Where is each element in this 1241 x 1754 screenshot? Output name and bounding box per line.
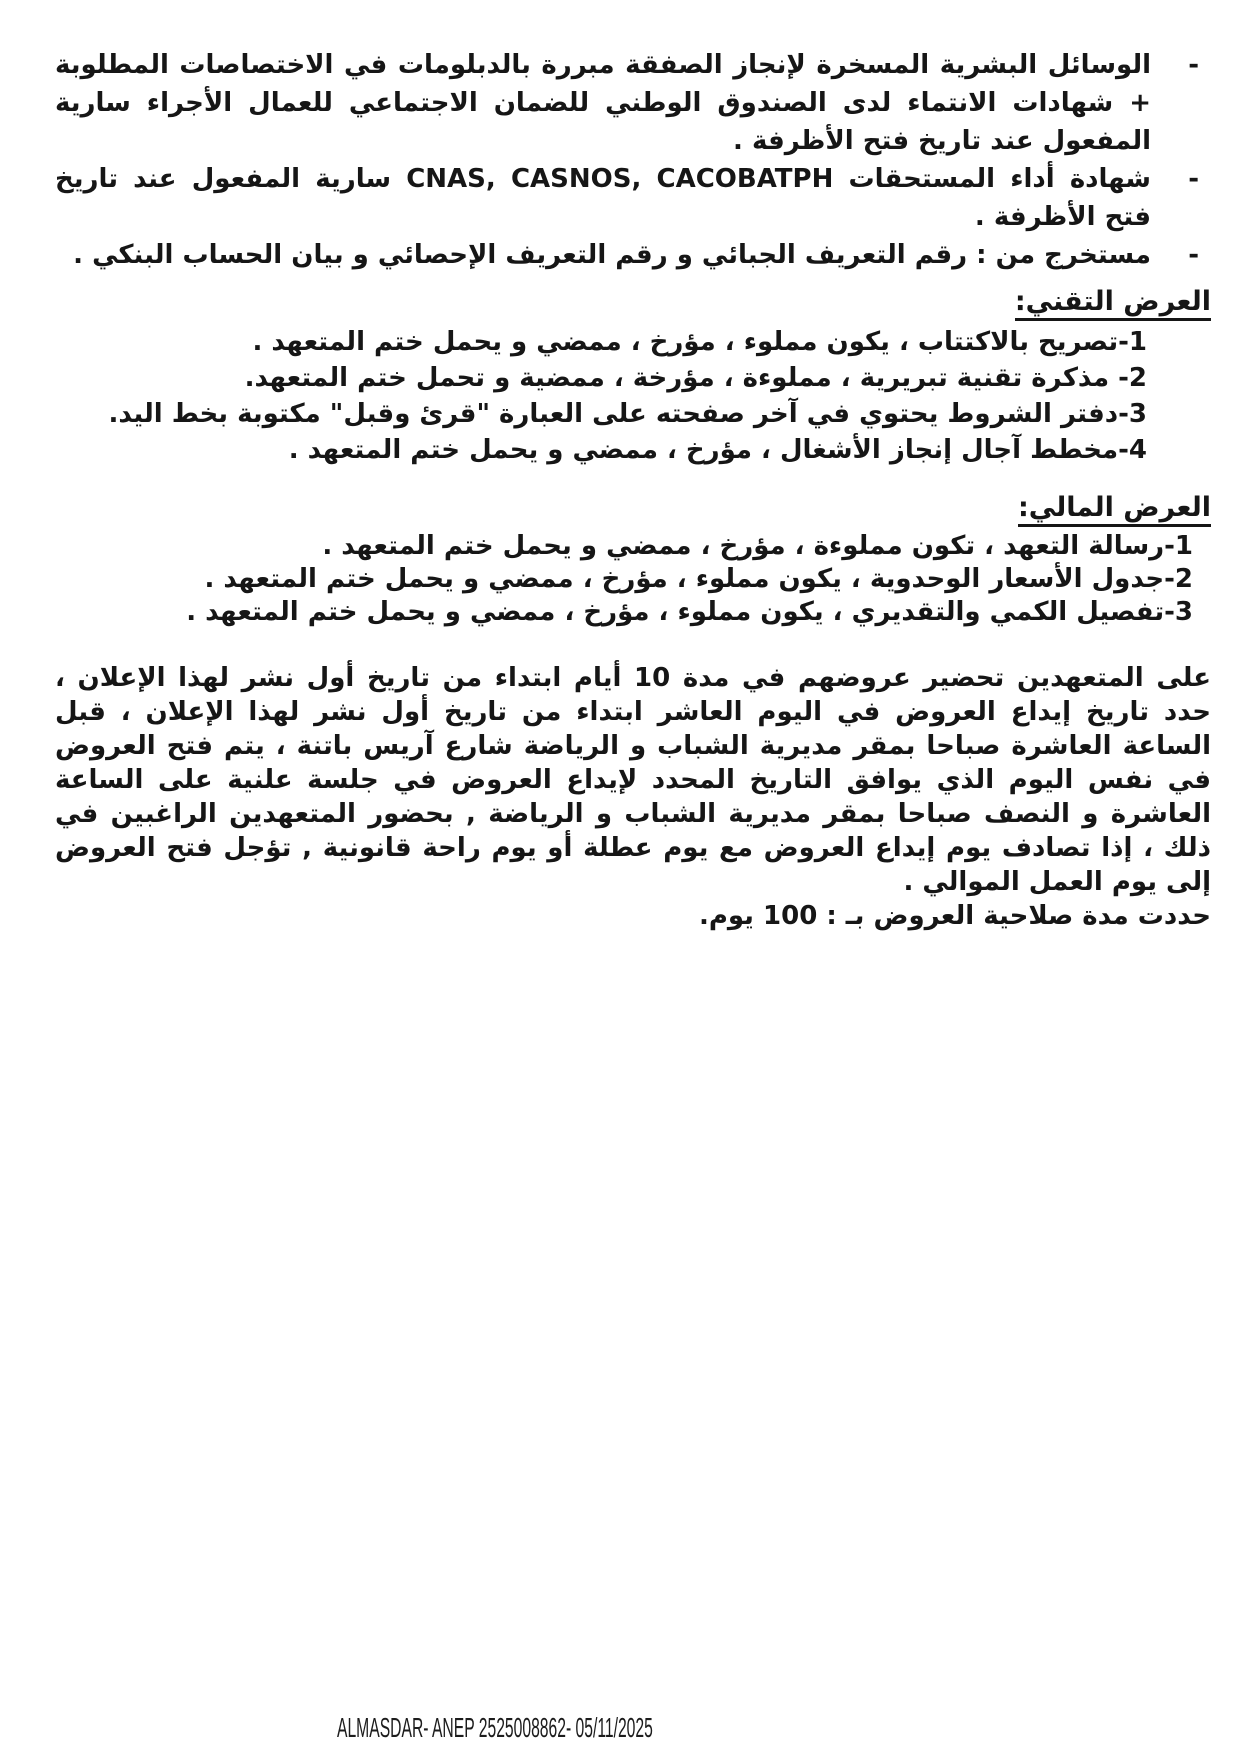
bullet-item [55,236,1211,274]
bullet-text: الوسائل البشرية المسخرة لإنجاز الصفقة مبررة بالدبلومات في الاختصاصات المطلوبة + شهادات الانتماء لدى الصندوق الوطني للضمان الاجتماعي للعمال الأجراء سارية المفعول عند تاريخ فتح الأظرفة . [55,50,1151,156]
bullet-item [55,46,1211,160]
bullet-text: مستخرج من : رقم التعريف الجبائي و رقم التعريف الإحصائي و بيان الحساب البنكي . [73,240,1151,270]
requirements-bullet-list [55,46,1211,274]
bullet-text: شهادة أداء المستحقات CNAS, CASNOS, CACOBATPH سارية المفعول عند تاريخ فتح الأظرفة . [55,164,1151,232]
technical-offer-heading [55,284,1211,320]
submission-deadline-paragraph: على المتعهدين تحضير عروضهم في مدة 10 أيام ابتداء من تاريخ أول نشر لهذا الإعلان ، حدد تاريخ إيداع العروض في اليوم العاشر ابتداء من تاريخ أول نشر لهذا الإعلان ، قبل الساعة العاشرة صباحا بمقر مديرية الشباب و الرياضة شارع آريس باتنة ، يتم فتح العروض في نفس اليوم الذي يوافق التاريخ المحدد لإيداع العروض في جلسة علنية على الساعة العاشرة و النصف صباحا بمقر مديرية الشباب و الرياضة , بحضور المتعهدين الراغبين في ذلك ، إذا تصادف يوم إيداع العروض مع يوم عطلة أو يوم راحة قانونية , تؤجل فتح العروض إلى يوم العمل الموالي . [55,663,1212,897]
technical-offer-list [55,324,1147,468]
list-item: 3-تفصيل الكمي والتقديري ، يكون مملوء ، مؤرخ ، ممضي و يحمل ختم المتعهد . [186,597,1193,627]
dash-bullet-marker: - [1188,240,1199,270]
list-item: 4-مخطط آجال إنجاز الأشغال ، مؤرخ ، ممضي و يحمل ختم المتعهد . [288,435,1147,465]
financial-offer-heading [55,490,1211,526]
bullet-item [55,160,1211,236]
list-item: 1-رسالة التعهد ، تكون مملوءة ، مؤرخ ، ممضي و يحمل ختم المتعهد . [322,531,1193,561]
list-item: 1-تصريح بالاكتتاب ، يكون مملوء ، مؤرخ ، ممضي و يحمل ختم المتعهد . [252,327,1147,357]
technical-offer-heading-text: العرض التقني: [1015,286,1211,321]
financial-offer-heading-text: العرض المالي: [1018,492,1211,527]
footer-credit: ALMASDAR- ANEP 2525008862- 05/11/2025 [337,1712,653,1743]
list-item: 2-جدول الأسعار الوحدوية ، يكون مملوء ، مؤرخ ، ممضي و يحمل ختم المتعهد . [204,564,1193,594]
list-item: 3-دفتر الشروط يحتوي في آخر صفحته على العبارة "قرئ وقبل" مكتوبة بخط اليد. [108,399,1147,429]
financial-offer-list [55,530,1193,629]
offers-validity-note: حددت مدة صلاحية العروض بـ : 100 يوم. [698,901,1211,931]
dash-bullet-marker: - [1188,50,1199,80]
list-item: 2- مذكرة تقنية تبريرية ، مملوءة ، مؤرخة ، ممضية و تحمل ختم المتعهد. [244,363,1147,393]
dash-bullet-marker: - [1188,164,1199,194]
